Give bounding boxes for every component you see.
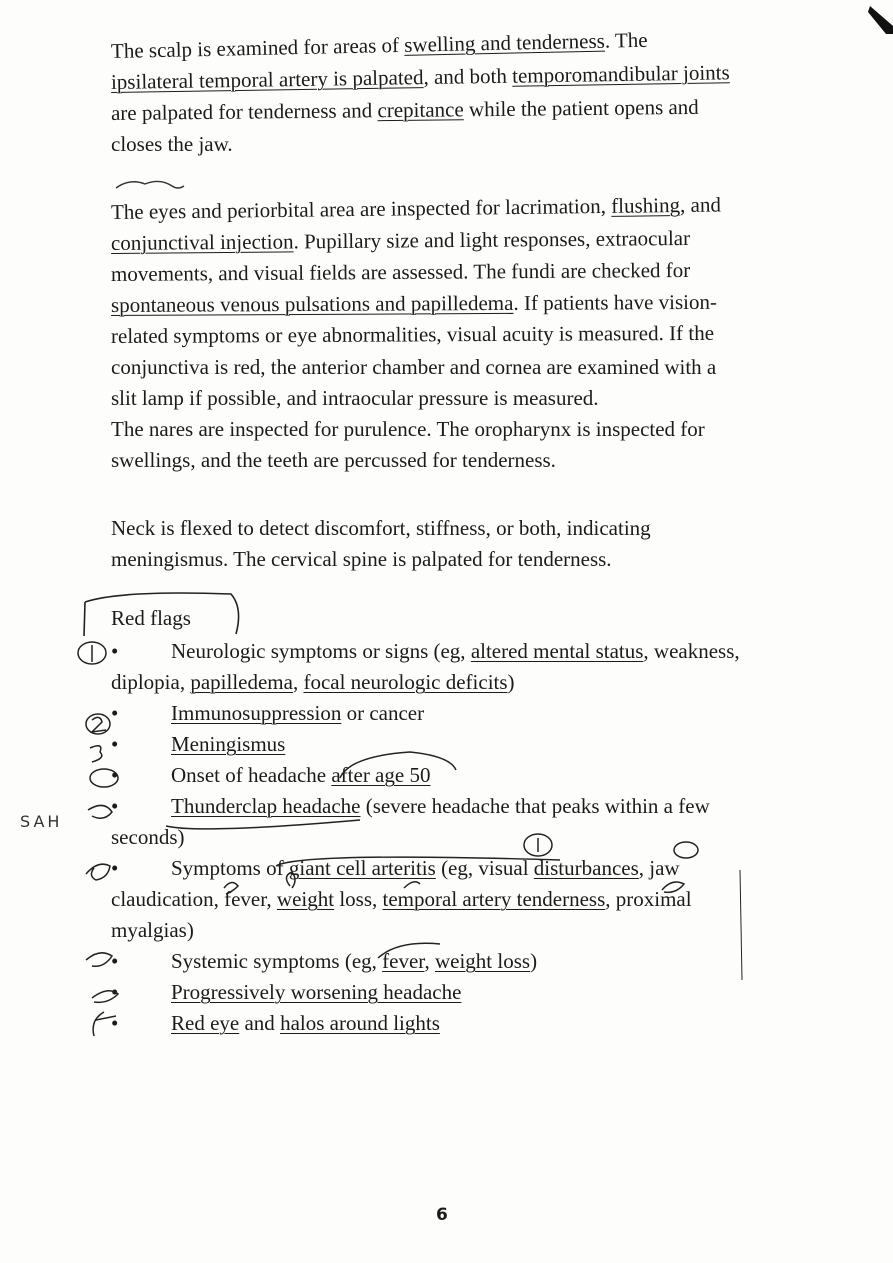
text-run: or cancer [341,701,425,725]
bullet: • [111,1011,119,1035]
underlined-text: swelling and tenderness [403,28,606,57]
text-run: , proximal [605,887,692,911]
text-line: slit lamp if possible, and intraocular pressure is measured. [111,386,599,410]
list-item-continuation: seconds) [111,825,185,849]
underlined-text: temporomandibular joints [511,60,730,88]
corner-mark-icon [868,4,893,34]
text-line [111,91,801,129]
text-line [111,286,801,321]
text-run: Neurologic symptoms or signs (eg, [171,639,471,663]
text-line: movements, and visual fields are assessed. The fundi are checked for [110,257,691,286]
list-item [111,946,801,977]
list-item-text [111,1008,801,1039]
list-item-text [111,760,801,791]
bullet: • [111,701,119,725]
underlined-text: disturbances [533,856,639,880]
underlined-text: Thunderclap headache [171,794,361,818]
text-run: (eg, visual [435,856,534,880]
bullet: • [111,732,119,756]
underlined-text: spontaneous venous pulsations and papilledema [110,290,514,317]
text-run: loss, [334,887,383,911]
eyes-paragraph [110,192,801,476]
underlined-text: halos around lights [280,1011,440,1035]
underlined-text: Meningismus [171,732,286,756]
text-run: The eyes and periorbital area are inspected for lacrimation, [110,193,612,224]
list-item-text [111,977,801,1008]
underlined-text: weight loss [434,949,531,973]
underlined-text: after age 50 [331,763,431,787]
text-run: ) [507,670,515,694]
list-item [111,853,801,946]
text-run: Systemic symptoms (eg, [171,949,383,973]
bullet: • [111,949,119,973]
text-line: related symptoms or eye abnormalities, visual acuity is measured. If the [110,320,715,348]
underlined-text: weight [276,887,335,911]
red-flags-heading: Red flags [111,606,191,630]
list-item [111,1008,801,1039]
text-run: , weakness, [643,639,740,663]
text-run: and [239,1011,281,1035]
underlined-text: giant cell arteritis [288,856,436,880]
underlined-text: ipsilateral temporal artery is palpated [110,65,424,94]
underlined-text: temporal artery tenderness [382,887,606,911]
list-item [111,698,801,729]
text-run: , jaw [638,856,680,880]
neck-paragraph [111,513,801,575]
underlined-text: focal neurologic deficits [303,670,508,694]
underlined-text: Immunosuppression [171,701,342,725]
text-run: , [424,949,435,973]
text-run: while the patient opens and [463,94,699,122]
list-item-text [111,636,801,667]
underlined-text: conjunctival injection [110,229,294,255]
text-run: . If patients have vision- [513,289,718,315]
underlined-text: fever [382,949,425,973]
underlined-text: altered mental status [470,639,644,663]
bullet: • [111,639,119,663]
page-number: 6 [436,1205,448,1225]
list-item [111,791,801,853]
underlined-text: Red eye [171,1011,240,1035]
text-run: . Pupillary size and light responses, extraocular [293,225,691,254]
list-item-text [111,946,801,977]
list-item-text [111,791,801,822]
list-item [111,729,801,760]
list-item-continuation [111,667,801,698]
text-line: closes the jaw. [111,132,233,156]
text-run: . The [604,27,648,53]
list-item [111,760,801,791]
text-run: , and both [423,63,513,90]
text-run: (severe headache that peaks within a few [360,794,710,818]
bullet: • [111,980,119,1004]
text-run: claudication, fever, [111,887,277,911]
text-line: swellings, and the teeth are percussed for tenderness. [111,448,556,472]
text-line [111,222,801,259]
text-run: , and [679,192,722,218]
list-item [111,636,801,698]
text-run: diplopia, [111,670,191,694]
list-item-continuation [111,884,801,915]
text-run: ) [530,949,538,973]
list-item-text [111,729,801,760]
list-item-continuation: myalgias) [111,918,194,942]
text-line: The nares are inspected for purulence. The oropharynx is inspected for [111,417,705,441]
list-item [111,977,801,1008]
red-flags-list [111,636,801,1039]
bullet: • [111,856,119,880]
text-run: The scalp is examined for areas of [110,32,405,63]
underlined-text: flushing [611,193,681,218]
text-run: Symptoms of [171,856,289,880]
text-line: conjunctiva is red, the anterior chamber and cornea are examined with a [111,355,717,379]
scalp-paragraph [110,27,801,160]
margin-note: SAH [20,812,63,831]
text-line: meningismus. The cervical spine is palpated for tenderness. [111,547,612,571]
text-run: are palpated for tenderness and [110,98,378,125]
bullet: • [111,794,119,818]
underlined-text: Progressively worsening headache [171,980,462,1004]
list-item-text [111,853,801,884]
text-run: Onset of headache [171,763,332,787]
underlined-text: crepitance [377,97,464,123]
underlined-text: papilledema [190,670,293,694]
text-run: , [292,670,304,694]
list-item-text [111,698,801,729]
bullet: • [111,763,119,787]
text-line: Neck is flexed to detect discomfort, stiffness, or both, indicating [111,516,651,540]
